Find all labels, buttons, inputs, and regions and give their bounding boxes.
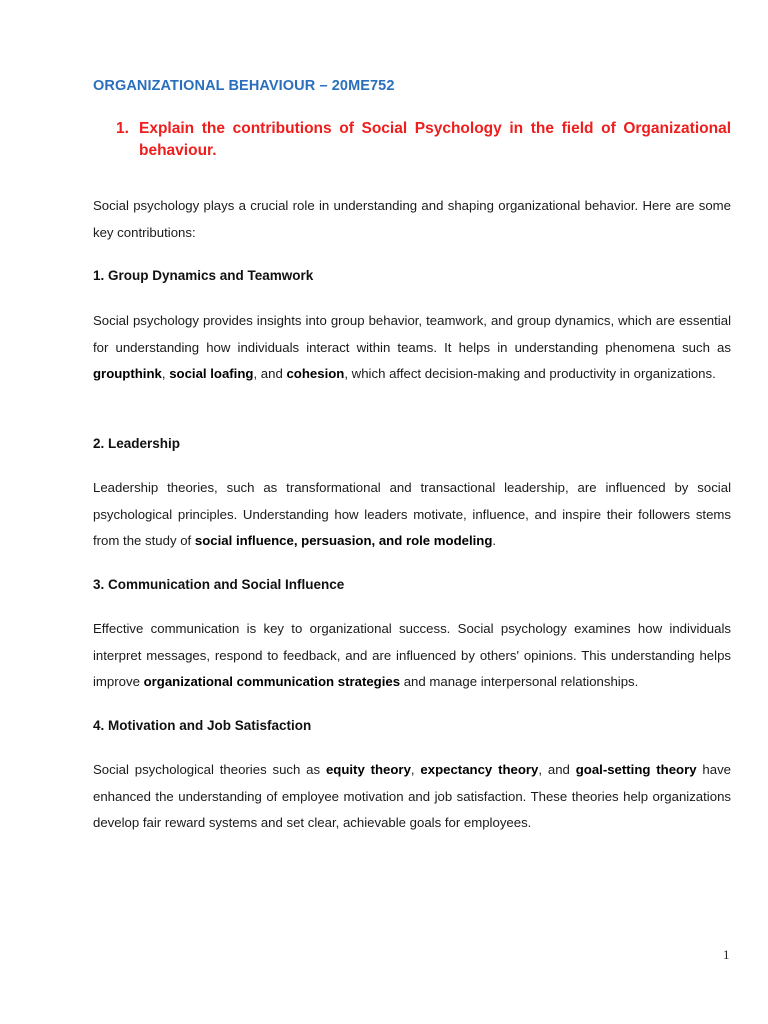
term-equity-theory: equity theory: [325, 762, 411, 777]
section-paragraph-communication: [93, 616, 731, 696]
term-groupthink: groupthink: [93, 366, 162, 382]
paragraph-text: Effective communication is key to organizational success. Social psychology examines how individuals interpret messages, respond to feedback, and are influenced by others' opinions. This understanding helps improve: [93, 621, 731, 690]
term-cohesion: cohesion: [286, 366, 345, 382]
question: [116, 118, 731, 162]
section-paragraph-leadership: [93, 475, 731, 555]
question-text: Explain the contributions of Social Psychology in the field of Organizational behaviour.: [139, 120, 731, 159]
section-paragraph-group-dynamics: [93, 308, 731, 388]
section-heading-communication: 3. Communication and Social Influence: [93, 577, 345, 592]
section-heading-group-dynamics: 1. Group Dynamics and Teamwork: [93, 268, 314, 283]
term-social-influence: social influence, persuasion, and role modeling: [194, 533, 493, 549]
separator: , and: [253, 366, 287, 382]
term-expectancy-theory: expectancy theory: [420, 762, 539, 777]
course-title: ORGANIZATIONAL BEHAVIOUR – 20ME752: [93, 78, 395, 94]
paragraph-text: Social psychological theories such as: [93, 762, 326, 777]
paragraph-text: have enhanced the understanding of employee motivation and job satisfaction. These theories help organizations develop fair reward systems and set clear, achievable goals for employees.: [93, 762, 732, 831]
section-heading-leadership: 2. Leadership: [93, 436, 181, 451]
paragraph-text: .: [492, 533, 497, 549]
term-goal-setting-theory: goal-setting theory: [575, 762, 697, 777]
question-number: 1.: [116, 120, 129, 137]
paragraph-text: Social psychology provides insights into group behavior, teamwork, and group dynamics, which are essential for understanding how individuals interact within teams. It helps in understanding phenomena such as: [93, 313, 731, 355]
separator: ,: [161, 366, 170, 382]
section-paragraph-motivation: [93, 757, 731, 837]
paragraph-text: and manage interpersonal relationships.: [400, 674, 639, 690]
separator: ,: [410, 762, 421, 777]
separator: , and: [538, 762, 576, 777]
page-number: 1: [723, 947, 730, 962]
paragraph-text: , which affect decision-making and productivity in organizations.: [344, 366, 716, 382]
intro-paragraph: Social psychology plays a crucial role in understanding and shaping organizational behavior. Here are some key contributions:: [93, 198, 731, 240]
paragraph-text: Leadership theories, such as transformational and transactional leadership, are influenced by social psychological principles. Understanding how leaders motivate, influence, and inspire their followers stems from the study of: [93, 480, 731, 549]
term-social-loafing: social loafing: [169, 366, 254, 382]
section-heading-motivation: 4. Motivation and Job Satisfaction: [93, 718, 312, 733]
term-communication-strategies: organizational communication strategies: [143, 674, 401, 690]
